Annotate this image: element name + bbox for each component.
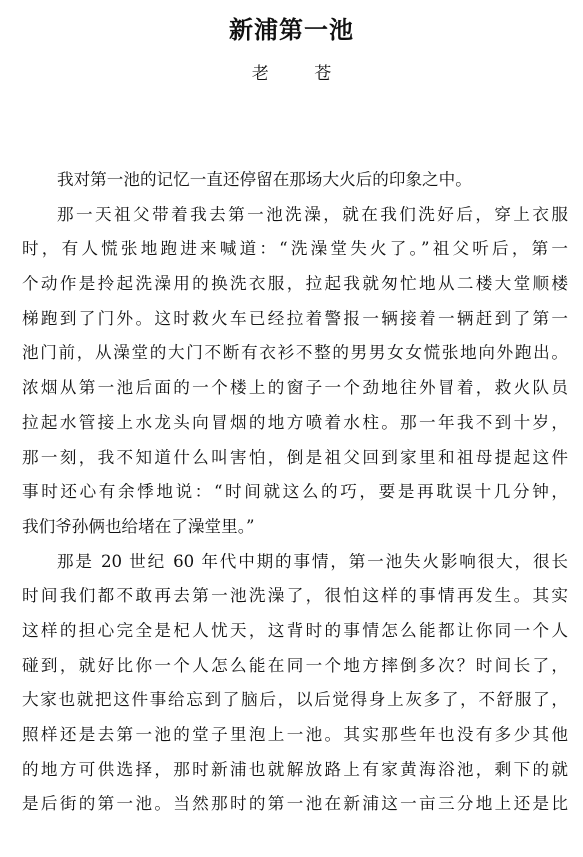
text-line: 我对第一池的记忆一直还停留在那场大火后的印象之中。 — [57, 170, 472, 189]
article-author: 老 苍 — [251, 64, 352, 84]
text-line: 那一刻，我不知道什么叫害怕，倒是祖父回到家里和祖母提起这件 — [22, 447, 568, 467]
text-line: 个动作是拎起洗澡用的换洗衣服，拉起我就匆忙地从二楼大堂顺楼 — [22, 274, 568, 294]
text-line: 大家也就把这件事给忘到了脑后，以后觉得身上灰多了，不舒服了， — [22, 690, 568, 710]
text-line: 照样还是去第一池的堂子里泡上一池。其实那些年也没有多少其他 — [22, 725, 568, 744]
text-line: 碰到，就好比你一个人怎么能在同一个地方摔倒多次？时间长了， — [22, 655, 568, 675]
text-line: 那一天祖父带着我去第一池洗澡，就在我们洗好后，穿上衣服 — [57, 204, 568, 224]
text-line: 浓烟从第一池后面的一个楼上的窗子一个劲地往外冒着，救火队员 — [22, 378, 568, 398]
text-line: 我们爷孙俩也给堵在了澡堂里。” — [22, 516, 255, 536]
text-line: 时，有人慌张地跑进来喊道：“洗澡堂失火了。”祖父听后，第一 — [22, 239, 568, 259]
text-line: 是后街的第一池。当然那时的第一池在新浦这一亩三分地上还是比 — [22, 794, 568, 814]
text-line: 的地方可供选择，那时新浦也就解放路上有家黄海浴池，剩下的就 — [22, 759, 568, 779]
text-line: 那是 20 世纪 60 年代中期的事情，第一池失火影响很大，很长 — [57, 551, 568, 571]
text-line: 拉起水管接上水龙头向冒烟的地方喷着水柱。那一年我不到十岁， — [22, 412, 568, 432]
text-line: 事时还心有余悸地说：“时间就这么的巧，要是再耽误十几分钟， — [22, 482, 568, 502]
article-title: 新浦第一池 — [229, 16, 354, 44]
text-line: 时间我们都不敢再去第一池洗澡了，很怕这样的事情再发生。其实 — [22, 586, 568, 606]
text-line: 梯跑到了门外。这时救火车已经拉着警报一辆接着一辆赶到了第一 — [22, 308, 568, 328]
text-line: 池门前，从澡堂的大门不断有衣衫不整的男男女女慌张地向外跑出。 — [22, 343, 568, 363]
text-line: 这样的担心完全是杞人忧天，这背时的事情怎么能都让你同一个人 — [22, 620, 568, 640]
article-body — [22, 163, 568, 822]
